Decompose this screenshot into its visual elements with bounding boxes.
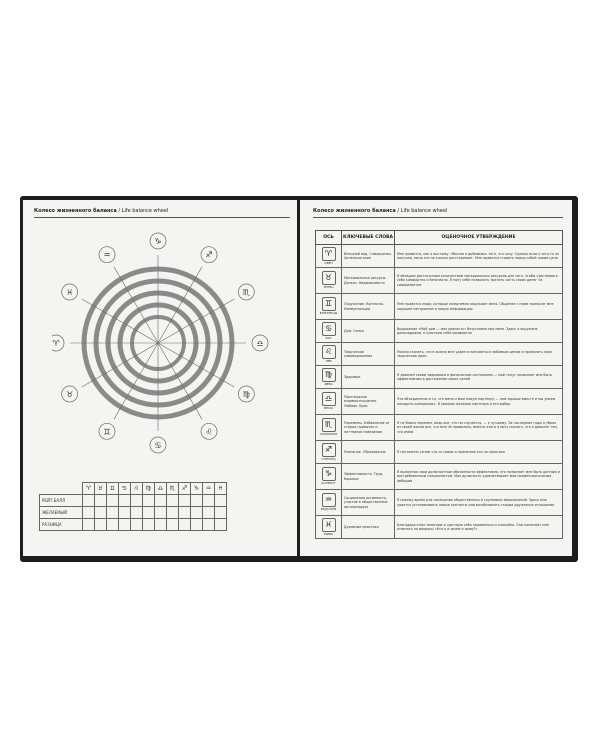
rating-grid-row: [40, 495, 227, 507]
grid-glyph: ♑: [191, 483, 203, 495]
left-running-title: [34, 208, 168, 214]
statement-cell: Я постоянно узнаю что-то новое и применяю это на практике: [395, 441, 563, 464]
keywords-cell: Перемены. Избавление от старых привычек и паттернов поведения: [342, 415, 395, 441]
balance-wheel: [52, 222, 272, 462]
keywords-cell: Партнерские взаимоотношения. Любовь. Брак: [342, 389, 395, 415]
grid-row-label: ЖЕЛАЕМЫЙ: [40, 507, 83, 519]
table-row: [316, 294, 563, 320]
sign-name: РАК: [325, 335, 332, 340]
header-keywords: КЛЮЧЕВЫЕ СЛОВА: [342, 231, 395, 245]
table-row: [316, 343, 563, 366]
grid-glyph: ♊: [107, 483, 119, 495]
keywords-cell: Познание. Образование: [342, 441, 395, 464]
running-title-sep: /: [395, 208, 401, 214]
running-title-sub: Life balance wheel: [121, 208, 169, 214]
left-title-rule: [34, 217, 290, 218]
table-row: [316, 320, 563, 343]
table-row: [316, 490, 563, 516]
wheel-sign-glyph: ♌: [205, 427, 213, 437]
sign-name: ДЕВА: [324, 381, 333, 386]
statement-cell: Мне нравится, как я выгляжу. Обычно я добиваюсь того, что хочу. Однако если я чего-то не получаю, меня это не сильно расстраивает. Мне нравится ставить перед собой новые цели: [395, 245, 563, 268]
aquarius-icon: ♒: [322, 493, 336, 507]
statement-cell: Я доволен своим здоровьем и физическим состоянием — мой тонус позволяет мне быть эффективным в достижении своих целей: [395, 366, 563, 389]
wheel-spokes: [70, 255, 246, 431]
key-table: [315, 230, 563, 539]
keywords-cell: Творческое самовыражение: [342, 343, 395, 366]
header-statement: ОЦЕНОЧНОЕ УТВЕРЖДЕНИЕ: [395, 231, 563, 245]
sign-name: ТЕЛЕЦ: [323, 285, 334, 290]
wheel-sign-glyph: ♒: [103, 250, 111, 260]
table-row: [316, 464, 563, 490]
keywords-cell: Социальная активность, участие в общественных организациях: [342, 490, 395, 516]
keywords-cell: Окружение. Контакты. Коммуникации: [342, 294, 395, 320]
grid-glyph: ♏: [167, 483, 179, 495]
running-title-main: Колесо жизненного баланса: [34, 208, 117, 214]
grid-glyph: ♒: [203, 483, 215, 495]
sagittarius-icon: ♐: [322, 443, 336, 457]
statement-cell: Я обладаю достаточным количеством материальных ресурсов для того, чтобы чувствовать себя комфортно и безопасно. Я могу себе позволить тратить часть своих денег на саморазвитие: [395, 268, 563, 294]
wheel-sign-glyph: ♏: [242, 288, 250, 297]
keywords-cell: Дом. Семья: [342, 320, 395, 343]
wheel-sign-glyph: ♓: [66, 288, 74, 297]
right-title-rule: [313, 217, 563, 218]
leo-icon: ♌: [322, 345, 336, 359]
wheel-sign-glyph: ♈: [52, 339, 60, 348]
table-row: [316, 366, 563, 389]
statement-cell: Благодаря этим занятиям я чувствую себя гармонично и спокойно. Они помогают мне отвечать на вопросы «Кто я и зачем я живу?»: [395, 516, 563, 539]
running-title-main: Колесо жизненного баланса: [313, 208, 396, 214]
sign-name: ВЕСЫ: [324, 406, 333, 411]
gemini-icon: ♊: [322, 297, 336, 311]
wheel-sign-glyph: ♋: [154, 441, 162, 450]
sign-name: РЫБЫ: [323, 531, 334, 536]
grid-glyph: ♐: [179, 483, 191, 495]
sign-name: ЛЕВ: [325, 358, 332, 363]
table-row: [316, 415, 563, 441]
header-axis: ОСЬ: [316, 231, 342, 245]
statement-cell: Выражение «Мой дом — моя крепость» безусловно про меня. Здесь я окружена домочадцами, я чувствую себя комфортно: [395, 320, 563, 343]
sign-name: ВОДОЛЕЙ: [320, 507, 337, 512]
table-row: [316, 441, 563, 464]
wheel-sign-glyph: ♐: [205, 250, 213, 260]
statement-cell: Я выполняю свои должностные обязанности эффективно, это позволяет мне быть ценным и востребованным специалистом. Моя должность удовлетворяет мои профессиональные амбиции: [395, 464, 563, 490]
key-table-header: [316, 231, 563, 245]
table-row: [316, 268, 563, 294]
statement-cell: Я нахожу время для посещения общественных и групповых мероприятий. Здесь мне удается устанавливать новые контакты или возобновлять старые дружеские отношения: [395, 490, 563, 516]
grid-glyph: ♌: [131, 483, 143, 495]
sign-name: БЛИЗНЕЦЫ: [319, 311, 338, 316]
table-row: [316, 389, 563, 415]
keywords-cell: Здоровье: [342, 366, 395, 389]
wheel-sign-glyph: ♍: [242, 390, 250, 399]
grid-glyph: ♉: [95, 483, 107, 495]
scorpio-icon: ♏: [322, 418, 336, 432]
sign-name: КОЗЕРОГ: [321, 481, 336, 486]
pisces-icon: ♓: [322, 518, 336, 532]
grid-glyph: ♋: [119, 483, 131, 495]
table-row: [316, 245, 563, 268]
statement-cell: Мне нравятся люди, которые ежедневно окружают меня. Общение с ними приносит мне хорошее настроение и новую информацию: [395, 294, 563, 320]
aries-icon: ♈: [322, 247, 336, 261]
rating-grid-header: [40, 483, 227, 495]
libra-icon: ♎: [322, 392, 336, 406]
statement-cell: Это объединение и то, что меня и мою новую партнеру — нам хорошо вместе и мы умеем находить компромисс. Я уважаю желания партнера и его выбор: [395, 389, 563, 415]
table-row: [316, 516, 563, 539]
taurus-icon: ♉: [322, 271, 336, 285]
rating-grid-row: [40, 519, 227, 531]
keywords-cell: Внешний вид. Самооценка. Целеполагание: [342, 245, 395, 268]
statement-cell: Я не боюсь перемен, ведь все, что ни случается, — к лучшему. За последние годы я убрал из своей жизни все, что мне не нравилось, вместо этого я могу сказать, что я доволен тем, что имею: [395, 415, 563, 441]
sign-name: СКОРПИОН: [319, 432, 338, 437]
keywords-cell: Материальные ресурсы. Деньги. Недвижимость: [342, 268, 395, 294]
virgo-icon: ♍: [322, 368, 336, 382]
keywords-cell: Духовные практики: [342, 516, 395, 539]
rating-grid: [39, 482, 227, 531]
statement-cell: Можно сказать, что в жизни мне удается заниматься любимым делом и проявлять свои творческие идеи: [395, 343, 563, 366]
sign-name: СТРЕЛЕЦ: [321, 456, 336, 461]
wheel-sign-glyph: ♊: [103, 427, 111, 437]
wheel-sign-glyph: ♎: [256, 339, 264, 348]
running-title-sub: Life balance wheel: [400, 208, 448, 214]
grid-glyph: ♓: [215, 483, 227, 495]
sign-name: ОВЕН: [324, 260, 333, 265]
rating-grid-row: [40, 507, 227, 519]
keywords-cell: Эффективность. Труд. Карьера: [342, 464, 395, 490]
grid-glyph: ♎: [155, 483, 167, 495]
running-title-sep: /: [116, 208, 122, 214]
grid-row-label: РЕЙТ.БАЛЛ: [40, 495, 83, 507]
grid-glyph: ♍: [143, 483, 155, 495]
wheel-sign-glyph: ♉: [66, 390, 74, 399]
wheel-sign-glyph: ♑: [154, 237, 162, 246]
grid-row-label: РАЗНИЦА: [40, 519, 83, 531]
right-running-title: [313, 208, 447, 214]
grid-glyph: ♈: [83, 483, 95, 495]
cancer-icon: ♋: [322, 322, 336, 336]
capricorn-icon: ♑: [322, 467, 336, 481]
